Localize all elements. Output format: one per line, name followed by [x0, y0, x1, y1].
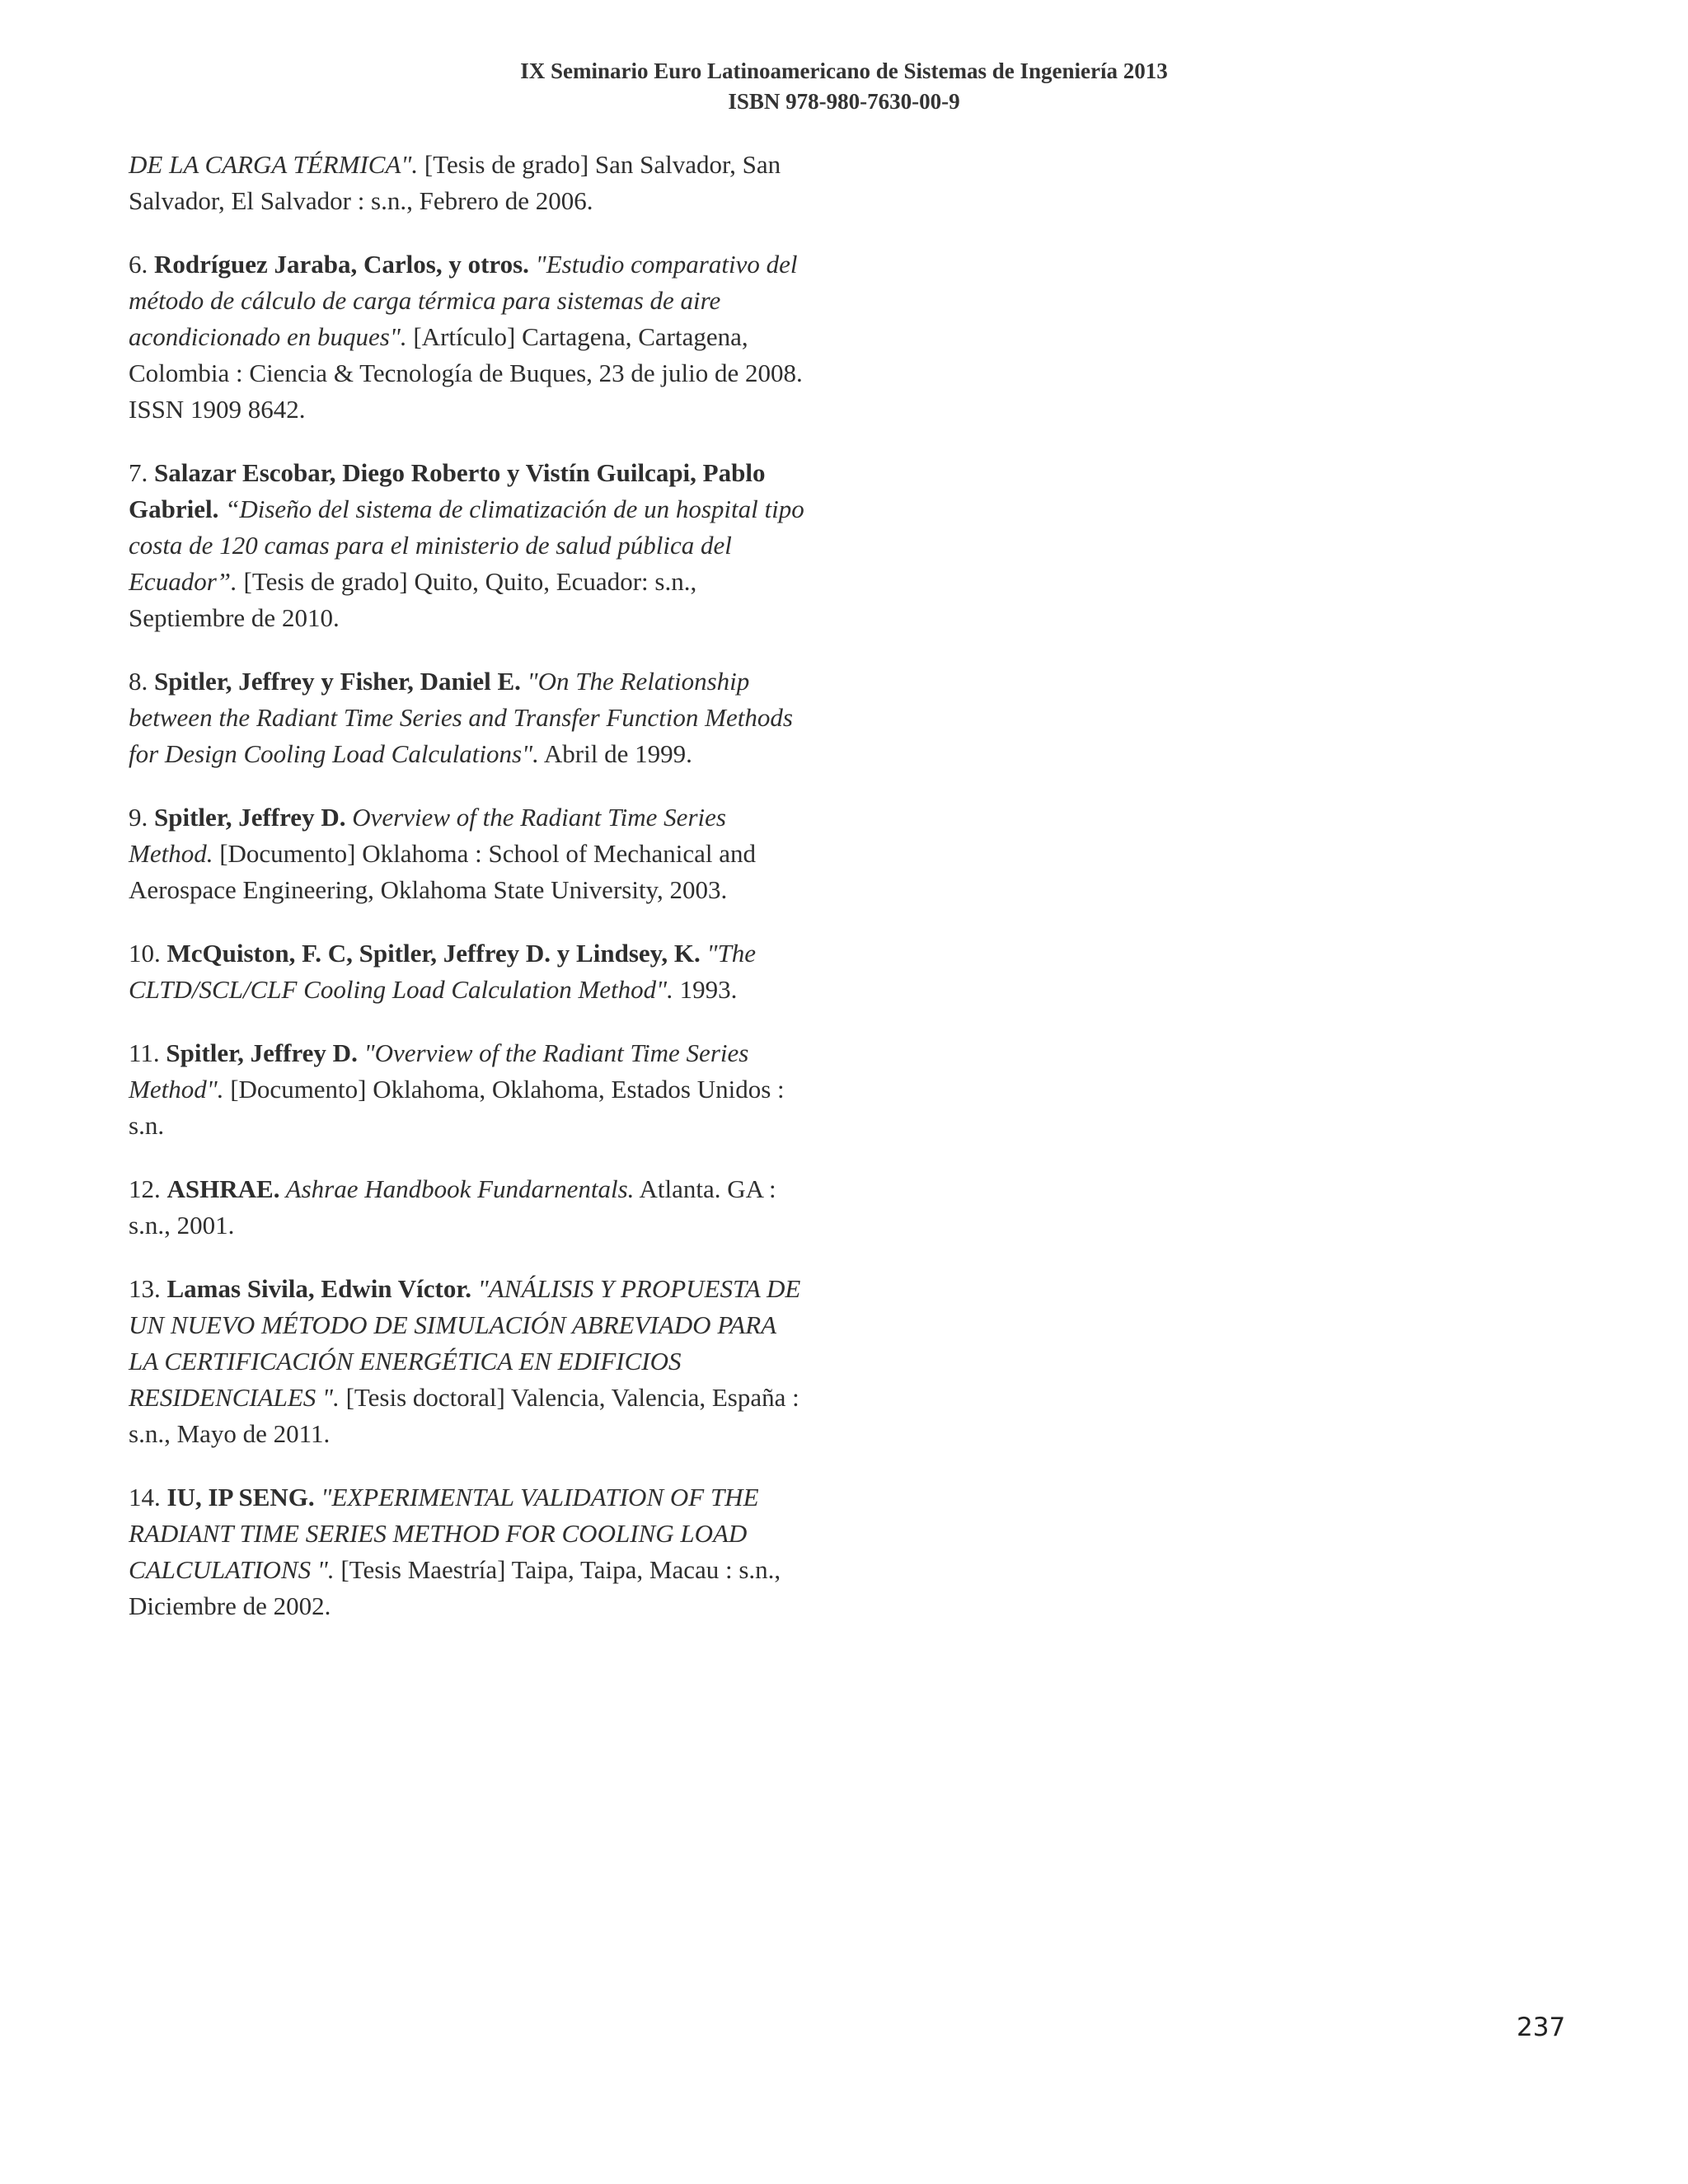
- reference-details: [Documento] Oklahoma, Oklahoma, Estados Unidos : s.n.: [129, 1075, 785, 1140]
- reference-item: [129, 1271, 804, 1452]
- reference-number: 10.: [129, 939, 167, 968]
- reference-number: 9.: [129, 803, 154, 832]
- reference-item: [129, 1171, 804, 1244]
- reference-title: “Diseño del sistema de climatización de un hospital tipo costa de 120 camas para el ministerio de salud pública del Ecuador”.: [129, 494, 804, 596]
- reference-details: [Tesis doctoral] Valencia, Valencia, España : s.n., Mayo de 2011.: [129, 1383, 799, 1448]
- reference-authors: Spitler, Jeffrey D.: [154, 803, 346, 832]
- reference-number: 11.: [129, 1038, 166, 1067]
- reference-details: 1993.: [673, 975, 738, 1004]
- reference-authors: Spitler, Jeffrey D.: [166, 1038, 358, 1067]
- page-number: 237: [1517, 2013, 1566, 2042]
- reference-number: 13.: [129, 1274, 167, 1303]
- reference-item: [129, 147, 804, 219]
- reference-title: "ANÁLISIS Y PROPUESTA DE UN NUEVO MÉTODO DE SIMULACIÓN ABREVIADO PARA LA CERTIFICACIÓN ENERGÉTICA EN EDIFICIOS RESIDENCIALES ".: [129, 1274, 801, 1412]
- reference-list: [129, 147, 804, 1652]
- reference-number: 6.: [129, 250, 154, 279]
- reference-authors: Lamas Sivila, Edwin Víctor.: [166, 1274, 471, 1303]
- header-conference-title: IX Seminario Euro Latinoamericano de Sistemas de Ingeniería 2013: [520, 59, 1168, 83]
- reference-item: [129, 663, 804, 772]
- reference-authors: Salazar Escobar, Diego Roberto y Vistín Guilcapi, Pablo Gabriel.: [129, 458, 766, 523]
- reference-details: [Tesis de grado] Quito, Quito, Ecuador: s.n., Septiembre de 2010.: [129, 567, 697, 632]
- reference-details: [Documento] Oklahoma : School of Mechanical and Aerospace Engineering, Oklahoma State University, 2003.: [129, 839, 757, 904]
- reference-authors: Spitler, Jeffrey y Fisher, Daniel E.: [154, 667, 521, 696]
- reference-authors: ASHRAE.: [166, 1174, 280, 1203]
- header-isbn: ISBN 978-980-7630-00-9: [728, 89, 960, 114]
- reference-authors: Rodríguez Jaraba, Carlos, y otros.: [154, 250, 529, 279]
- reference-title: "Overview of the Radiant Time Series Method".: [129, 1038, 749, 1104]
- reference-number: 12.: [129, 1174, 167, 1203]
- reference-details: [Tesis de grado] San Salvador, San Salvador, El Salvador : s.n., Febrero de 2006.: [129, 150, 781, 215]
- reference-item: [129, 455, 804, 636]
- reference-item: [129, 1479, 804, 1624]
- reference-item: [129, 1035, 804, 1144]
- reference-item: [129, 799, 804, 908]
- page-header: [0, 56, 1688, 117]
- reference-title: Overview of the Radiant Time Series Method.: [129, 803, 726, 868]
- reference-details: Atlanta. GA : s.n., 2001.: [129, 1174, 776, 1240]
- reference-title: "On The Relationship between the Radiant Time Series and Transfer Function Methods for Design Cooling Load Calculations".: [129, 667, 793, 768]
- reference-title: "The CLTD/SCL/CLF Cooling Load Calculation Method".: [129, 939, 757, 1004]
- reference-item: [129, 246, 804, 428]
- reference-details: [Tesis Maestría] Taipa, Taipa, Macau : s.n., Diciembre de 2002.: [129, 1555, 781, 1620]
- reference-details: Abril de 1999.: [538, 739, 692, 768]
- reference-authors: McQuiston, F. C, Spitler, Jeffrey D. y Lindsey, K.: [166, 939, 701, 968]
- reference-title: DE LA CARGA TÉRMICA".: [129, 150, 419, 179]
- reference-number: 7.: [129, 458, 154, 487]
- reference-title: "Estudio comparativo del método de cálculo de carga térmica para sistemas de aire acondicionado en buques".: [129, 250, 798, 351]
- reference-details: [Artículo] Cartagena, Cartagena, Colombia : Ciencia & Tecnología de Buques, 23 de julio de 2008. ISSN 1909 8642.: [129, 322, 803, 424]
- reference-authors: IU, IP SENG.: [166, 1483, 315, 1511]
- reference-item: [129, 935, 804, 1008]
- reference-title: Ashrae Handbook Fundarnentals.: [279, 1174, 635, 1203]
- reference-title: "EXPERIMENTAL VALIDATION OF THE RADIANT TIME SERIES METHOD FOR COOLING LOAD CALCULATIONS ".: [129, 1483, 759, 1584]
- reference-number: 14.: [129, 1483, 167, 1511]
- reference-number: 8.: [129, 667, 154, 696]
